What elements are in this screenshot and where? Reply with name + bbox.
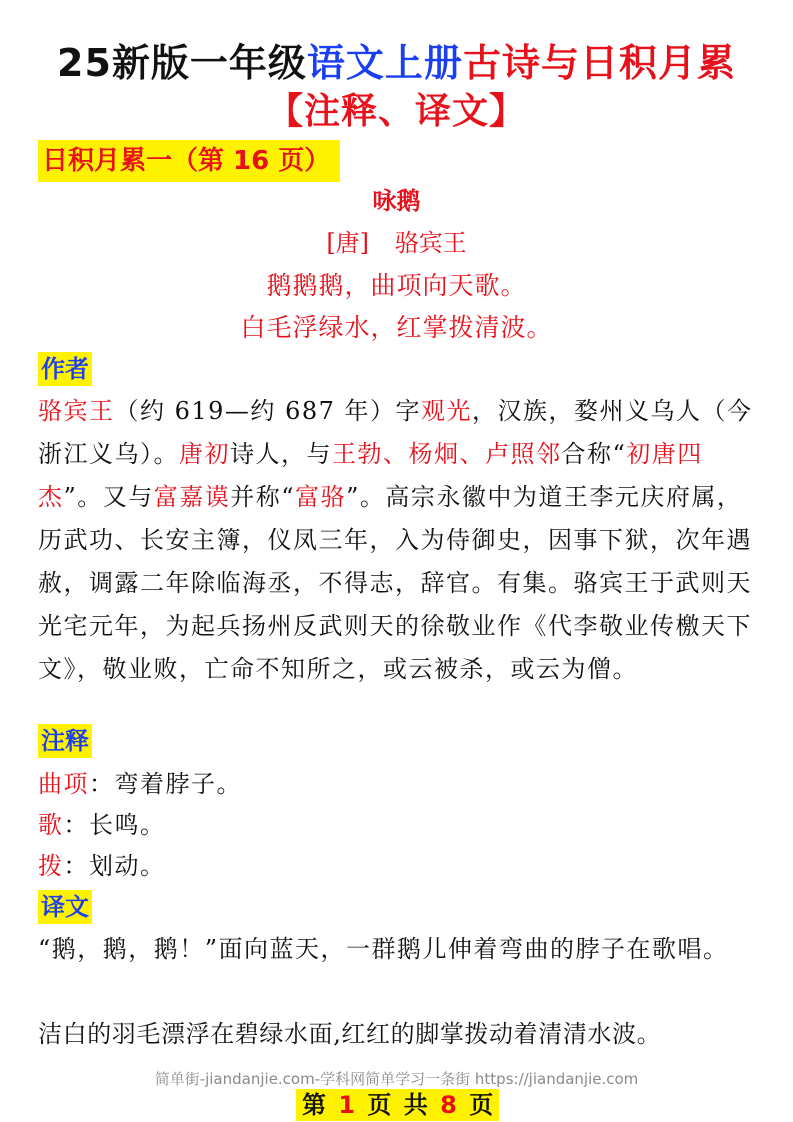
- bio-courtesy-name: 观光: [421, 397, 473, 425]
- note-definition: ：长鸣。: [63, 811, 166, 839]
- note-term: 拨: [38, 852, 64, 880]
- page-indicator: [296, 1089, 499, 1121]
- page-subtitle: 【注释、译文】: [266, 91, 526, 132]
- poem-author: 骆宾王: [394, 229, 467, 257]
- poem-byline: [0, 226, 793, 260]
- note-item: [38, 805, 166, 845]
- page-current: 1: [338, 1091, 356, 1119]
- notes-label: 注释: [38, 724, 92, 758]
- note-term: 歌: [38, 811, 64, 839]
- title-grade: 25新版一年级: [57, 41, 307, 85]
- page-prefix: 第: [302, 1091, 326, 1119]
- bio-era: 唐初: [179, 440, 230, 468]
- note-term: 曲项: [38, 770, 89, 798]
- title-subject: 语文上册: [306, 41, 463, 85]
- bio-name: 骆宾王: [38, 397, 115, 425]
- footer-watermark: 简单街-jiandanjie.com-学科网简单学习一条街 https://jiandanjie.com: [154, 1070, 639, 1088]
- poem-line-2: 白毛浮绿水，红掌拨清波。: [240, 313, 553, 342]
- translation-paragraph-2: 洁白的羽毛漂浮在碧绿水面,红红的脚掌拨动着清清水波。: [38, 1020, 662, 1048]
- bio-text-f: 并称“: [230, 483, 296, 511]
- poem-dynasty: [唐]: [326, 229, 370, 257]
- author-bio: [38, 390, 760, 691]
- bio-text-d: 合称“: [561, 440, 627, 468]
- note-definition: ：划动。: [63, 852, 166, 880]
- page-suffix: 页: [469, 1091, 494, 1119]
- section-heading: 日积月累一（第 16 页）: [38, 140, 340, 182]
- translation-paragraph-1: “鹅，鹅，鹅！”面向蓝天，一群鹅儿伸着弯曲的脖子在歌唱。: [38, 935, 729, 963]
- author-label: 作者: [38, 352, 92, 386]
- title-topic: 古诗与日积月累: [462, 41, 736, 85]
- bio-text-c: 诗人，与: [230, 440, 332, 468]
- note-definition: ：弯着脖子。: [89, 770, 242, 798]
- page-title: [0, 38, 793, 88]
- bio-group2: 富骆: [295, 483, 347, 511]
- bio-peers: 王勃、杨炯、卢照邻: [332, 440, 562, 468]
- page-total: 8: [440, 1091, 457, 1119]
- poem-line-1: 鹅鹅鹅，曲项向天歌。: [266, 271, 527, 300]
- note-item: [38, 764, 242, 804]
- bio-text-g: ”。高宗永徽中为道王李元庆府属，历武功、长安主簿，仪凤三年，入为侍御史，因事下狱，次年遇赦，调露二年除临海丞，不得志，辞官。有集。骆宾王于武则天光宅元年，为起兵扬州反武则天的徐敬业作《代李敬业传檄天下文》，敬业败，亡命不知所之，或云被杀，或云为僧。: [38, 483, 752, 683]
- poem-title: 咏鹅: [372, 186, 421, 215]
- bio-text-b: ，汉族，婺州义乌人（今浙江义乌）。: [38, 397, 753, 468]
- note-item: [38, 846, 166, 886]
- page-mid: 页 共: [367, 1091, 428, 1119]
- bio-text-e: ”。又与: [63, 483, 154, 511]
- bio-text-a: （约 619—约 687 年）字: [114, 397, 422, 425]
- bio-peer2: 富嘉谟: [153, 483, 231, 511]
- translation-label: 译文: [38, 890, 92, 924]
- bio-group: 初唐四杰: [38, 440, 703, 511]
